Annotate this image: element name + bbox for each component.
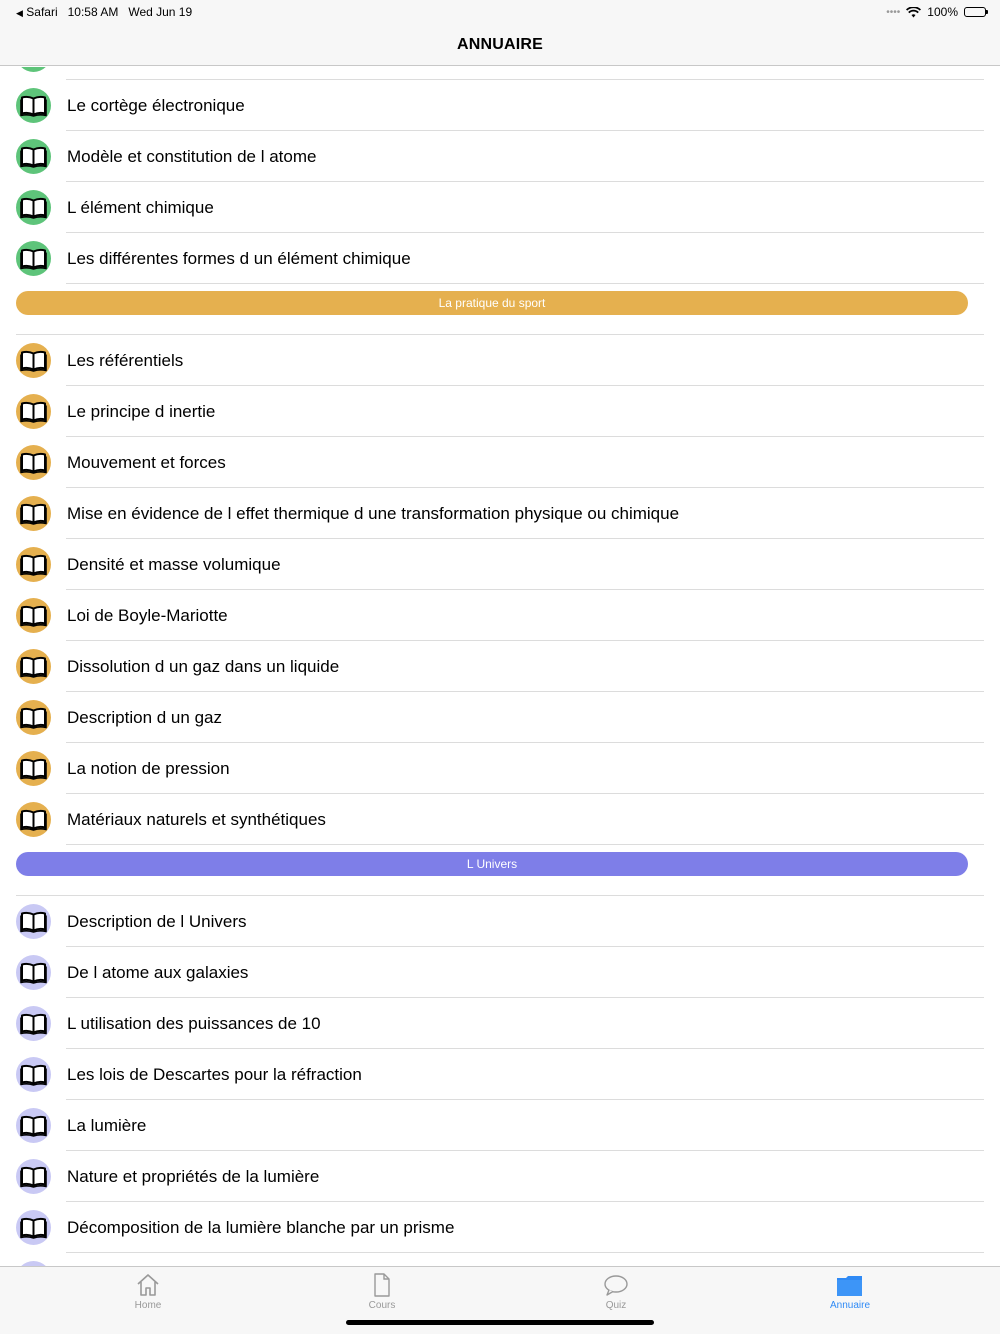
list-item[interactable]: [0, 743, 1000, 794]
list-item[interactable]: [0, 131, 1000, 182]
speech-bubble-icon: [603, 1273, 629, 1297]
house-icon: [135, 1273, 161, 1297]
list-item-label: Description d un gaz: [67, 708, 222, 727]
list-item[interactable]: [0, 692, 1000, 743]
list-item-icon-badge: [16, 1108, 51, 1143]
list-item-label: La lumière: [67, 1116, 147, 1135]
signal-icon: ••••: [886, 6, 901, 18]
list-item-icon-badge: [16, 751, 51, 786]
list-item[interactable]: [0, 539, 1000, 590]
open-book-icon: [20, 758, 47, 780]
list-item[interactable]: [0, 998, 1000, 1049]
list-item-label: Nature et propriétés de la lumière: [67, 1167, 320, 1186]
open-book-icon: [20, 1115, 47, 1137]
list-item-icon-badge: [16, 547, 51, 582]
list-item-label: Dissolution d un gaz dans un liquide: [67, 657, 340, 676]
document-icon: [369, 1273, 395, 1297]
tab-annuaire-label: Annuaire: [829, 1300, 871, 1311]
list-item-icon-badge: [16, 139, 51, 174]
open-book-icon: [20, 911, 47, 933]
list-item-label: Le principe d inertie: [67, 402, 216, 421]
list-item[interactable]: [0, 1049, 1000, 1100]
open-book-icon: [20, 962, 47, 984]
back-to-app[interactable]: [16, 5, 58, 19]
list-item-icon-badge: [16, 700, 51, 735]
tab-quiz-label: Quiz: [605, 1300, 627, 1311]
list-item-label: L utilisation des puissances de 10: [67, 1014, 321, 1033]
list-item[interactable]: [0, 1100, 1000, 1151]
list-item-label: Modèle et constitution de l atome: [67, 147, 317, 166]
section-header-pill: L Univers: [16, 852, 968, 876]
status-bar: [0, 0, 1000, 24]
tab-cours[interactable]: [322, 1273, 442, 1317]
directory-list-content: [0, 67, 1000, 1266]
open-book-icon: [20, 248, 47, 270]
list-item-icon-badge: [16, 1057, 51, 1092]
list-item[interactable]: [0, 794, 1000, 845]
open-book-icon: [20, 95, 47, 117]
list-item-label: Loi de Boyle-Mariotte: [67, 606, 228, 625]
list-item[interactable]: [0, 233, 1000, 284]
list-item-icon-badge: [16, 904, 51, 939]
list-item-label: Mouvement et forces: [67, 453, 226, 472]
wifi-icon: [906, 7, 921, 18]
home-indicator: [346, 1320, 654, 1325]
list-item[interactable]: [0, 1151, 1000, 1202]
list-item[interactable]: [0, 896, 1000, 947]
list-item-label: Décomposition de la lumière blanche par un prisme: [67, 1218, 455, 1237]
open-book-icon: [20, 707, 47, 729]
list-item[interactable]: [0, 386, 1000, 437]
open-book-icon: [20, 605, 47, 627]
open-book-icon: [20, 554, 47, 576]
open-book-icon: [20, 1064, 47, 1086]
list-item-label: Les lois de Descartes pour la réfraction: [67, 1065, 362, 1084]
list-item[interactable]: [0, 182, 1000, 233]
list-item[interactable]: [0, 488, 1000, 539]
open-book-icon: [20, 1166, 47, 1188]
section-header: [0, 284, 1000, 335]
tab-home[interactable]: [88, 1273, 208, 1317]
list-item-label: Description de l Univers: [67, 912, 247, 931]
tab-cours-label: Cours: [368, 1300, 396, 1311]
list-item-label: Densité et masse volumique: [67, 555, 281, 574]
list-item-icon-badge: [16, 394, 51, 429]
list-item-icon-badge: [16, 67, 51, 72]
list-item-icon-badge: [16, 598, 51, 633]
list-item[interactable]: [0, 641, 1000, 692]
list-item-label: De l atome aux galaxies: [67, 963, 249, 982]
list-item-label: Matériaux naturels et synthétiques: [67, 810, 326, 829]
back-caret-icon: ◀: [16, 8, 23, 18]
navigation-bar: [0, 24, 1000, 66]
directory-list[interactable]: [0, 67, 1000, 1266]
list-item[interactable]: [0, 80, 1000, 131]
open-book-icon: [20, 656, 47, 678]
list-item-icon-badge: [16, 241, 51, 276]
list-item-icon-badge: [16, 88, 51, 123]
list-item[interactable]: [0, 437, 1000, 488]
list-item-icon-badge: [16, 802, 51, 837]
open-book-icon: [20, 197, 47, 219]
list-item-label: Les référentiels: [67, 351, 184, 370]
list-item-icon-badge: [16, 955, 51, 990]
open-book-icon: [20, 146, 47, 168]
open-book-icon: [20, 503, 47, 525]
open-book-icon: [20, 350, 47, 372]
open-book-icon: [20, 1217, 47, 1239]
open-book-icon: [20, 809, 47, 831]
list-item[interactable]: [0, 1253, 1000, 1266]
list-item-label: Mise en évidence de l effet thermique d une transformation physique ou chimique: [67, 504, 680, 523]
list-item-icon-badge: [16, 649, 51, 684]
list-item-label: Le cortège électronique: [67, 96, 245, 115]
list-item-label: Les différentes formes d un élément chimique: [67, 249, 411, 268]
list-item-label: L élément chimique: [67, 198, 214, 217]
section-header: [0, 845, 1000, 896]
list-item[interactable]: [0, 947, 1000, 998]
list-item-icon-badge: [16, 496, 51, 531]
list-item[interactable]: [0, 67, 1000, 80]
tab-quiz[interactable]: [556, 1273, 676, 1317]
list-item-icon-badge: [16, 190, 51, 225]
status-date: Wed Jun 19: [128, 5, 193, 19]
list-item-icon-badge: [16, 445, 51, 480]
open-book-icon: [20, 1013, 47, 1035]
status-time: 10:58 AM: [67, 5, 119, 19]
page-title: ANNUAIRE: [456, 35, 544, 53]
list-item[interactable]: [0, 335, 1000, 386]
section-header-pill: La pratique du sport: [16, 291, 968, 315]
open-book-icon: [20, 452, 47, 474]
list-item[interactable]: [0, 590, 1000, 641]
list-item-icon-badge: [16, 1159, 51, 1194]
folder-icon: [836, 1273, 864, 1297]
list-item-icon-badge: [16, 343, 51, 378]
list-item-icon-badge: [16, 1210, 51, 1245]
back-app-label: Safari: [26, 5, 58, 19]
tab-annuaire[interactable]: [790, 1273, 910, 1317]
battery-percent: 100%: [927, 5, 958, 19]
tab-home-label: Home: [134, 1300, 162, 1311]
open-book-icon: [20, 401, 47, 423]
list-item[interactable]: [0, 1202, 1000, 1253]
list-item-label: La notion de pression: [67, 759, 230, 778]
battery-icon: [964, 7, 986, 17]
list-item-icon-badge: [16, 1006, 51, 1041]
